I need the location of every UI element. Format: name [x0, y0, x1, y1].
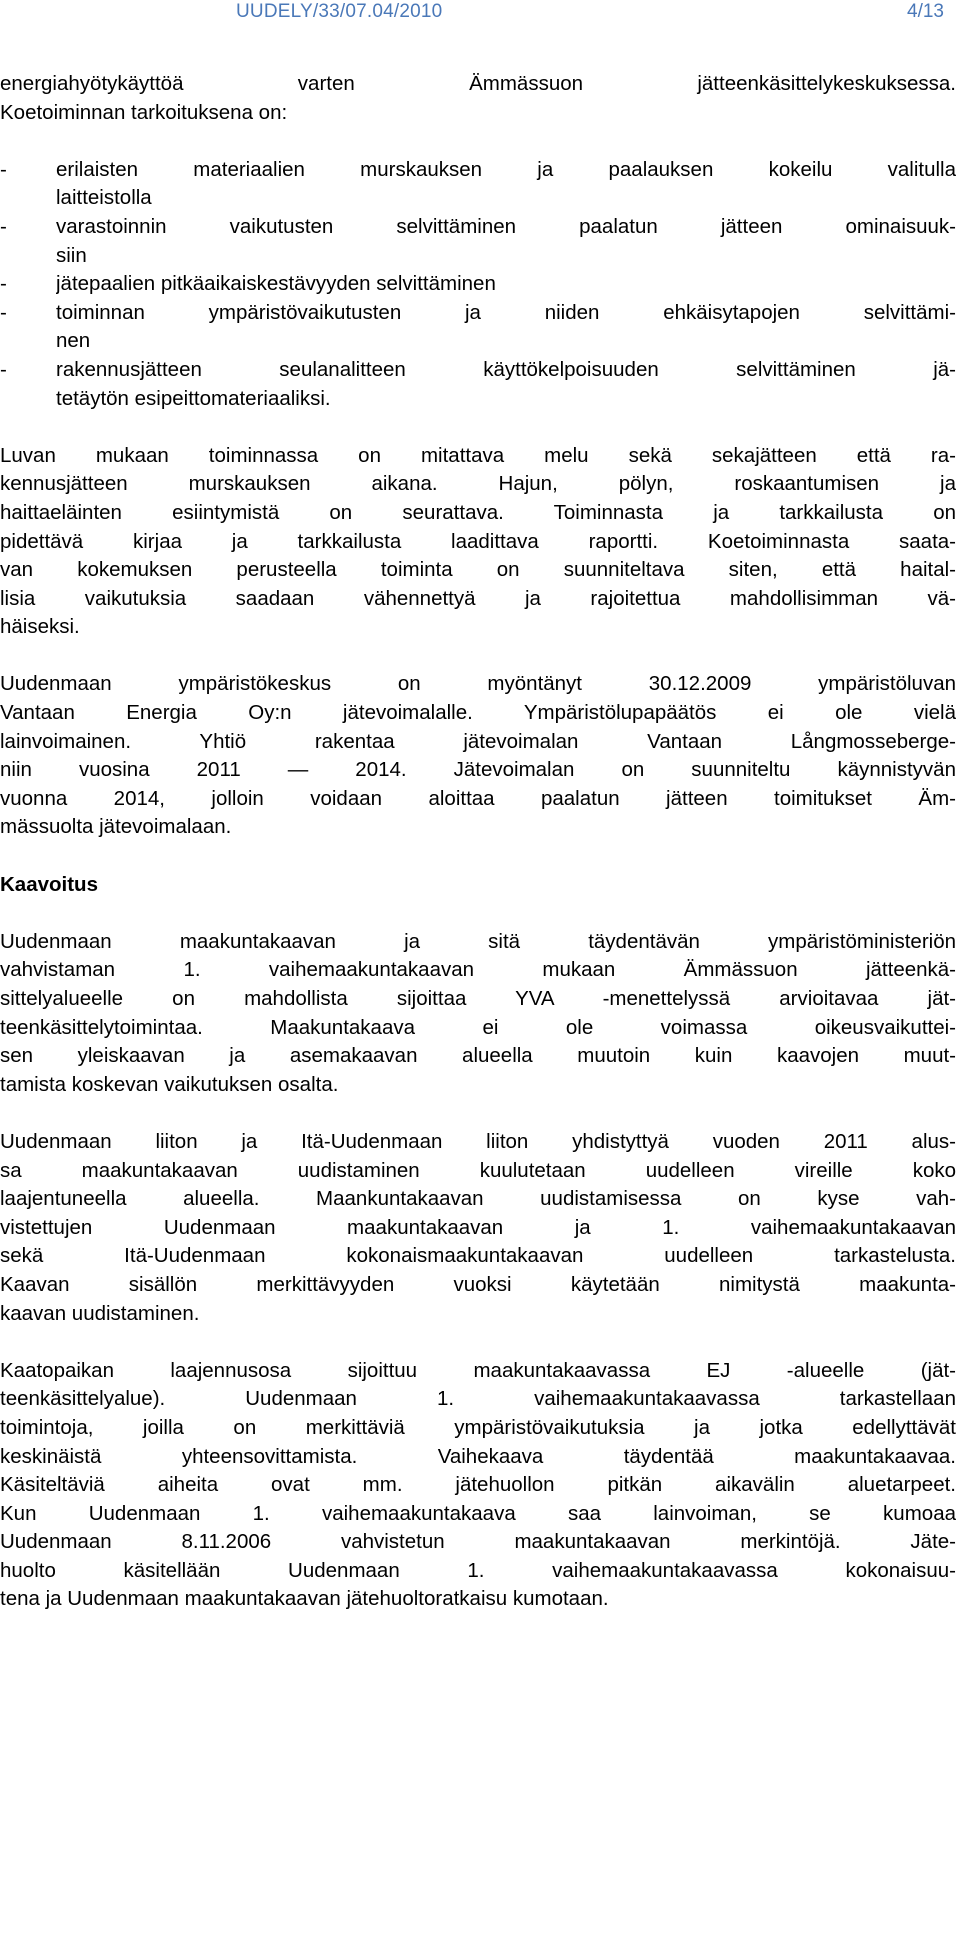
list-item-text: rakennusjätteen seulanalitteen käyttökelpoisuuden selvittäminen jä- — [56, 357, 956, 381]
list-item-continuation — [0, 184, 960, 213]
paragraph-gap — [0, 1099, 960, 1128]
page-header — [0, 0, 960, 30]
text-line: van kokemuksen perusteella toiminta on suunniteltava siten, että haital- — [0, 558, 956, 582]
text-line: kennusjätteen murskauksen aikana. Hajun, pölyn, roskaantumisen ja — [0, 472, 956, 496]
list-dash: - — [0, 357, 7, 381]
list-item — [0, 270, 960, 299]
text-line: teenkäsittelytoimintaa. Maakuntakaava ei ole voimassa oikeusvaikuttei- — [0, 1015, 956, 1039]
list-item-continuation — [0, 242, 960, 271]
list-item-text: toiminnan ympäristövaikutusten ja niiden ehkäisytapojen selvittämi- — [56, 300, 956, 324]
list-item-text: nen — [56, 329, 91, 353]
text-line: Uudenmaan 8.11.2006 vahvistetun maakuntakaavan merkintöjä. Jäte- — [0, 1530, 956, 1554]
paragraph-gap — [0, 899, 960, 928]
text-line: mässuolta jätevoimalaan. — [0, 815, 232, 839]
text-line: toimintoja, joilla on merkittäviä ympäristövaikutuksia ja jotka edellyttävät — [0, 1415, 956, 1439]
landfill-extension-paragraph — [0, 1357, 960, 1614]
list-dash: - — [0, 214, 7, 238]
text-line: Luvan mukaan toiminnassa on mitattava melu sekä sekajätteen että ra- — [0, 443, 956, 467]
text-line: niin vuosina 2011 — 2014. Jätevoimalan on suunniteltu käynnistyvän — [0, 758, 956, 782]
list-item — [0, 156, 960, 185]
text-line: sen yleiskaavan ja asemakaavan alueella muutoin kuin kaavojen muut- — [0, 1044, 956, 1068]
text-line: Kun Uudenmaan 1. vaihemaakuntakaava saa lainvoiman, se kumoaa — [0, 1501, 956, 1525]
text-line: lainvoimainen. Yhtiö rakentaa jätevoimalan Vantaan Långmosseberge- — [0, 729, 956, 753]
regional-plan-paragraph — [0, 928, 960, 1100]
list-item-text: erilaisten materiaalien murskauksen ja paalauksen kokeilu valitulla — [56, 157, 956, 181]
list-item-text: varastoinnin vaikutusten selvittäminen paalatun jätteen ominaisuuk- — [56, 214, 956, 238]
text-line: energiahyötykäyttöä varten Ämmässuon jätteenkäsittelykeskuksessa. — [0, 72, 956, 95]
text-line: Uudenmaan liiton ja Itä-Uudenmaan liiton yhdistyttyä vuoden 2011 alus- — [0, 1129, 956, 1153]
text-line: sittelyalueelle on mahdollista sijoittaa YVA -menettelyssä arvioitavaa jät- — [0, 987, 956, 1010]
text-line: vuonna 2014, jolloin voidaan aloittaa paalatun jätteen toimitukset Äm- — [0, 786, 956, 810]
text-line: Uudenmaan maakuntakaavan ja sitä täydentävän ympäristöministeriön — [0, 929, 956, 953]
list-item-text: tetäytön esipeittomateriaaliksi. — [56, 386, 331, 410]
text-line: tena ja Uudenmaan maakuntakaavan jätehuoltoratkaisu kumotaan. — [0, 1587, 609, 1611]
document-reference: UUDELY/33/07.04/2010 — [236, 1, 443, 22]
list-dash: - — [0, 272, 7, 296]
text-line: lisia vaikutuksia saadaan vähennettyä ja rajoitettua mahdollisimman vä- — [0, 586, 956, 610]
objectives-list — [0, 156, 960, 413]
text-line: häiseksi. — [0, 615, 80, 639]
paragraph-gap — [0, 127, 960, 156]
list-item — [0, 213, 960, 242]
text-line: laajentuneella alueella. Maankuntakaavan uudistamisessa on kyse vah- — [0, 1187, 956, 1211]
page-number: 4/13 — [907, 1, 944, 22]
paragraph-gap — [0, 842, 960, 871]
environmental-permit-paragraph — [0, 670, 960, 842]
permit-monitoring-paragraph — [0, 442, 960, 642]
paragraph-gap — [0, 1328, 960, 1357]
list-item — [0, 299, 960, 328]
list-item-continuation — [0, 327, 960, 356]
text-line: teenkäsittelyalue). Uudenmaan 1. vaihemaakuntakaavassa tarkastellaan — [0, 1387, 956, 1411]
list-dash: - — [0, 157, 7, 181]
intro-paragraph — [0, 70, 960, 127]
text-line: pidettävä kirjaa ja tarkkailusta laadittava raportti. Koetoiminnasta saata- — [0, 529, 956, 553]
list-item-text: laitteistolla — [56, 186, 152, 210]
text-line: Vantaan Energia Oy:n jätevoimalalle. Ympäristölupapäätös ei ole vielä — [0, 701, 956, 725]
text-line: Koetoiminnan tarkoituksena on: — [0, 100, 288, 124]
text-line: kaavan uudistaminen. — [0, 1301, 200, 1325]
text-line: vistettujen Uudenmaan maakuntakaavan ja 1. vaihemaakuntakaavan — [0, 1215, 956, 1239]
text-line: Uudenmaan ympäristökeskus on myöntänyt 30.12.2009 ympäristöluvan — [0, 672, 956, 696]
text-line: tamista koskevan vaikutuksen osalta. — [0, 1072, 339, 1096]
list-dash: - — [0, 300, 7, 324]
text-line: Kaavan sisällön merkittävyyden vuoksi käytetään nimitystä maakunta- — [0, 1272, 956, 1296]
text-line: vahvistaman 1. vaihemaakuntakaavan mukaan Ämmässuon jätteenkä- — [0, 958, 956, 982]
text-line: Käsiteltäviä aiheita ovat mm. jätehuollon pitkän aikavälin aluetarpeet. — [0, 1473, 956, 1497]
list-item-text: jätepaalien pitkäaikaiskestävyyden selvittäminen — [56, 272, 496, 296]
list-item-continuation — [0, 385, 960, 414]
text-line: huolto käsitellään Uudenmaan 1. vaihemaakuntakaavassa kokonaisuu- — [0, 1558, 956, 1582]
text-line: sa maakuntakaavan uudistaminen kuulutetaan uudelleen vireille koko — [0, 1158, 956, 1182]
paragraph-gap — [0, 642, 960, 671]
text-line: keskinäistä yhteensovittamista. Vaihekaava täydentää maakuntakaavaa. — [0, 1444, 956, 1468]
text-line: haittaeläinten esiintymistä on seurattava. Toiminnasta ja tarkkailusta on — [0, 500, 956, 524]
list-item — [0, 356, 960, 385]
text-line: Kaatopaikan laajennusosa sijoittuu maakuntakaavassa EJ -alueelle (jät- — [0, 1358, 956, 1382]
document-body — [0, 70, 960, 1614]
paragraph-gap — [0, 413, 960, 442]
regional-councils-paragraph — [0, 1128, 960, 1328]
list-item-text: siin — [56, 243, 87, 267]
text-line: sekä Itä-Uudenmaan kokonaismaakuntakaavan uudelleen tarkastelusta. — [0, 1244, 956, 1268]
section-heading: Kaavoitus — [0, 872, 98, 896]
